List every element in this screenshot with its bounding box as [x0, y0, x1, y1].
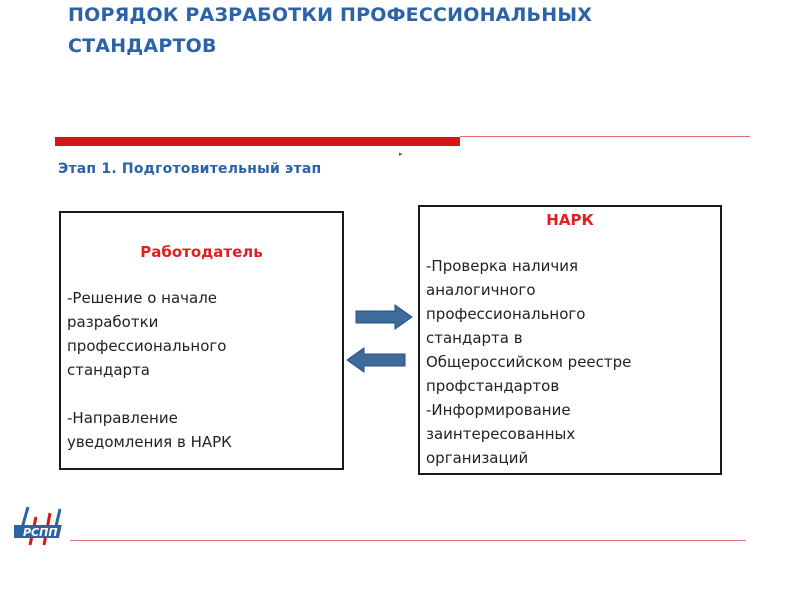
- page-title-line-1: ПОРЯДОК РАЗРАБОТКИ ПРОФЕССИОНАЛЬНЫХ: [68, 4, 593, 26]
- red-accent-bar: [55, 137, 460, 146]
- red-divider-line: [460, 136, 750, 137]
- employer-item-decision: -Решение о начале разработки профессионального стандарта: [67, 289, 227, 379]
- page-title: [68, 0, 768, 62]
- employer-item-notification: -Направление уведомления в НАРК: [67, 409, 232, 451]
- stage-label: Этап 1. Подготовительный этап: [58, 161, 322, 177]
- employer-heading: Работодатель: [140, 243, 263, 261]
- nark-item-inform: -Информирование заинтересованных организаций: [426, 401, 576, 467]
- page-title-line-2: СТАНДАРТОВ: [68, 35, 217, 57]
- arrow-left-icon: [346, 347, 406, 373]
- rspp-logo: [14, 505, 70, 549]
- svg-text:РСПП: РСПП: [23, 526, 58, 539]
- nark-heading: НАРК: [546, 211, 594, 229]
- small-triangle-mark: ▸: [399, 150, 403, 158]
- arrow-right-icon: [355, 304, 413, 330]
- nark-item-check: -Проверка наличия аналогичного профессионального стандарта в Общероссийском реестре профстандартов: [426, 257, 632, 395]
- nark-box: [418, 205, 722, 475]
- bottom-divider-line: [70, 540, 746, 541]
- employer-box: [59, 211, 344, 470]
